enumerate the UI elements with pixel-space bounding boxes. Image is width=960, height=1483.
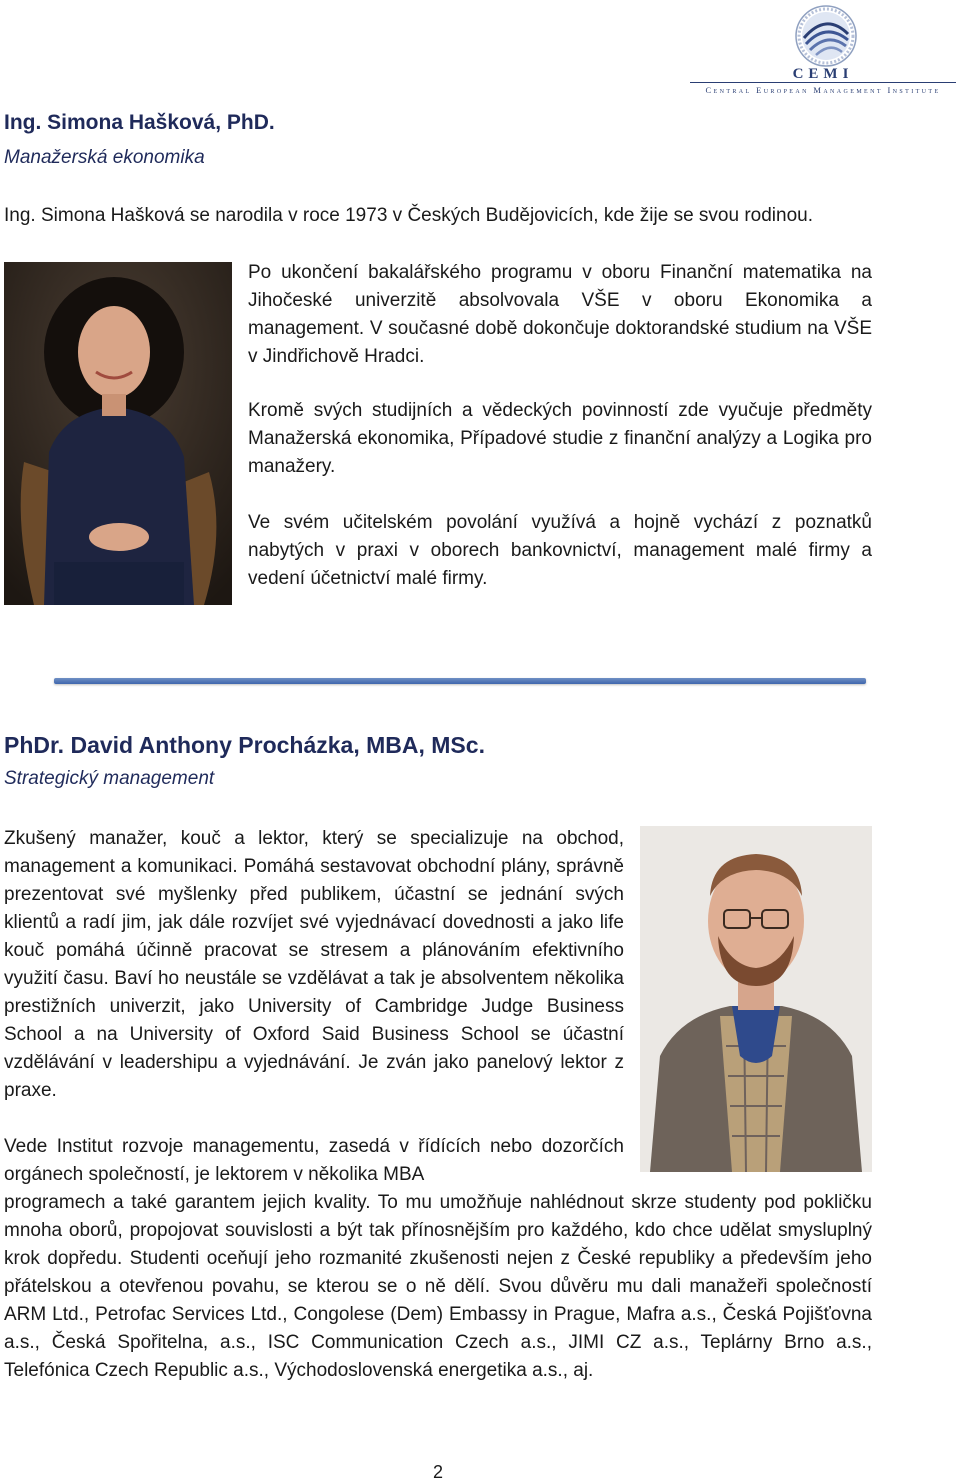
person2-subject: Strategický management	[4, 768, 215, 789]
person2-paragraph-2a: Vede Institut rozvoje managementu, zasedá v řídících nebo dozorčích orgánech společností, je lektorem v několika MBA	[4, 1136, 624, 1185]
person1-photo	[4, 262, 232, 605]
person1-paragraph-1: Po ukončení bakalářského programu v oboru Finanční matematika na Jihočeské univerzitě absolvovala VŠE v oboru Ekonomika a management. V současné době dokončuje doktorandské studium na VŠE v Jindřichově Hradci.	[248, 262, 872, 367]
globe-logo-icon	[794, 4, 858, 68]
person1-paragraph-3: Ve svém učitelském povolání využívá a hojně vychází z poznatků nabytých v praxi v oborech bankovnictví, management malé firmy a vedení účetnictví malé firmy.	[248, 512, 872, 589]
person2-photo	[640, 826, 872, 1172]
page-number: 2	[432, 1462, 443, 1482]
person1-intro: Ing. Simona Hašková se narodila v roce 1973 v Českých Budějovicích, kde žije se svou rodinou.	[4, 205, 813, 226]
person1-paragraph-2: Kromě svých studijních a vědeckých povinností zde vyučuje předměty Manažerská ekonomika, Případové studie z finanční analýzy a Logika pro manažery.	[248, 400, 872, 477]
person2-paragraph-2b: programech a také garantem jejich kvality. To mu umožňuje nahlédnout skrze studenty pod pokličku mnoha oborů, propojovat souvislosti a být tak přínosnějším pro každého, kdo chce udělat smysluplný krok dopředu. Studenti oceňují jeho rozmanité zkušenosti nejen z České republiky a především jeho přátelskou a otevřenou povahu, se kterou se o ně dělí. Svou důvěru mu dali manažeři společností ARM Ltd., Petrofac Services Ltd., Congolese (Dem) Embassy in Prague, Mafra a.s., Česká Pojišťovna a.s., Česká Spořitelna, a.s., ISC Communication Czech a.s., JIMI CZ a.s., Teplárny Brno a.s., Telefónica Czech Republic a.s., Východoslovenská energetika a.s., aj.	[4, 1192, 872, 1381]
logo-full-name: Central European Management Institute	[705, 85, 941, 95]
person1-name: Ing. Simona Hašková, PhD.	[4, 111, 275, 134]
logo-divider	[690, 82, 956, 83]
person1-subject: Manažerská ekonomika	[4, 147, 205, 168]
cemi-logo	[690, 4, 956, 96]
logo-abbreviation: CEMI	[792, 66, 854, 82]
person2-paragraph-1: Zkušený manažer, kouč a lektor, který se specializuje na obchod, management a komunikaci. Pomáhá sestavovat obchodní plány, správně prezentovat své myšlenky před publikem, účastní se jednání svých klientů a radí jim, jak dále rozvíjet své vyjednávací dovednosti a jako life kouč pomáhá účinně pracovat se stresem a plánováním efektivního využití času. Baví ho neustále se vzdělávat a tak je absolventem několika prestižních univerzit, jako University of Cambridge Judge Business School a na University of Oxford Said Business School se účastní vzdělávání v leadershipu a vyjednávání. Je zván jako panelový lektor z praxe.	[4, 828, 624, 1101]
person2-name: PhDr. David Anthony Procházka, MBA, MSc.	[4, 732, 485, 758]
section-divider	[54, 678, 866, 684]
